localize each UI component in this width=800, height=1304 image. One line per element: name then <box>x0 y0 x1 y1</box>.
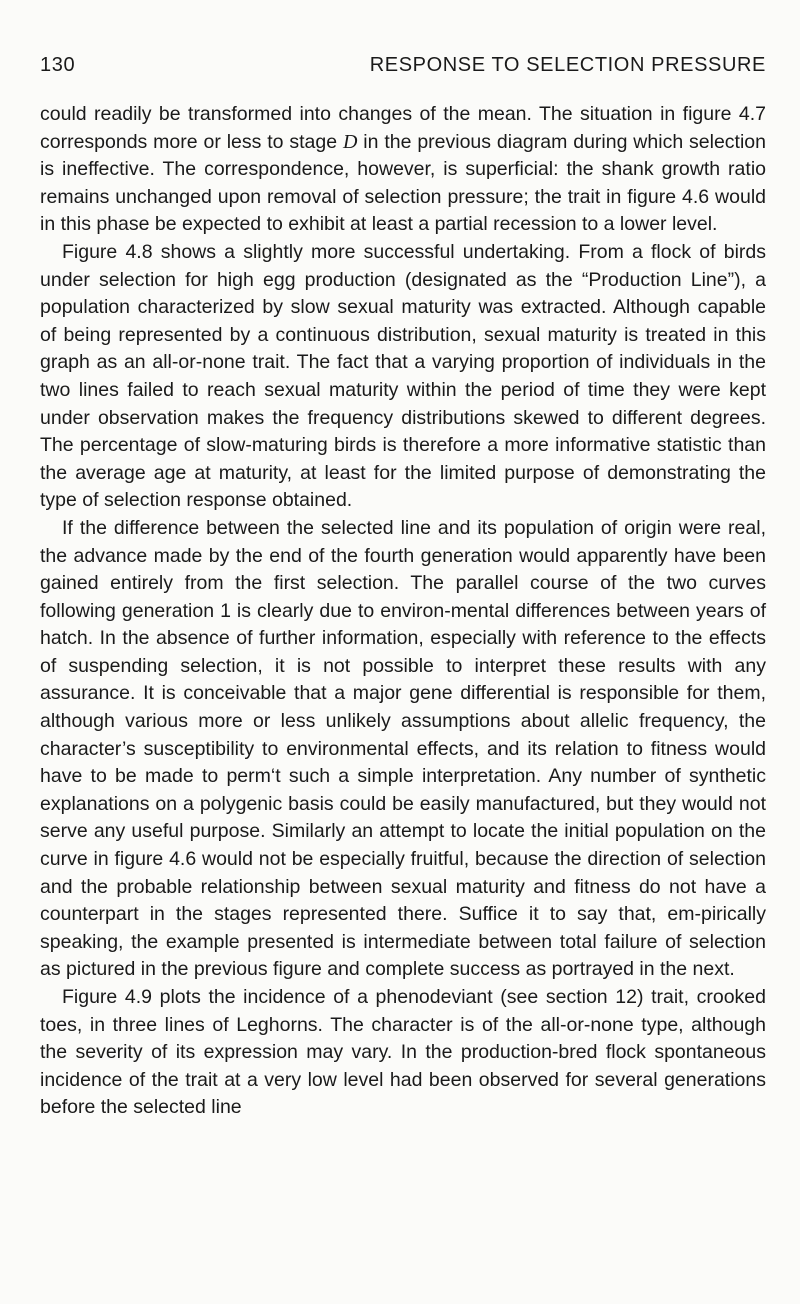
stage-label: D <box>342 130 358 153</box>
running-title: RESPONSE TO SELECTION PRESSURE <box>369 54 766 76</box>
body-text <box>40 101 766 1122</box>
paragraph-2: Figure 4.8 shows a slightly more successful undertaking. From a flock of birds under selection for high egg production (designated as the “Production Line”), a population characterized by slow sexual maturity was extracted. Although capable of being represented by a continuous distribution, sexual maturity is treated in this graph as an all-or-none trait. The fact that a varying proportion of individuals in the two lines failed to reach sexual maturity within the period of time they were kept under observation makes the frequency distributions skewed to different degrees. The percentage of slow-maturing birds is therefore a more informative statistic than the average age at maturity, at least for the limited purpose of demonstrating the type of selection response obtained. <box>40 240 766 512</box>
page-number: 130 <box>40 54 76 76</box>
paragraph-4: Figure 4.9 plots the incidence of a phenodeviant (see section 12) trait, crooked toes, in three lines of Leghorns. The character is of the all-or-none type, although the severity of its expression may vary. In the production-bred flock spontaneous incidence of the trait at a very low level had been observed for several generations before the selected line <box>40 986 766 1119</box>
paragraph-1-text-a: could readily be transformed into changes of the mean. The situation in figure 4.7 corresponds more or less to stage <box>40 103 766 153</box>
paragraph-1-text-b: in the previous diagram during which selection is ineffective. The correspondence, however, is superficial: the shank growth ratio remains unchanged upon removal of selection pressure; the trait in figure 4.6 would in this phase be expected to exhibit at least a partial recession to a lower level. <box>40 130 766 236</box>
paragraph-3: If the difference between the selected line and its population of origin were real, the advance made by the end of the fourth generation would apparently have been gained entirely from the first selection. The parallel course of the two curves following generation 1 is clearly due to environ-mental differences between years of hatch. In the absence of further information, especially with reference to the effects of suspending selection, it is not possible to interpret these results with any assurance. It is conceivable that a major gene differential is responsible for them, although various more or less unlikely assumptions about allelic frequency, the character’s susceptibility to environmental effects, and its relation to fitness would have to be made to perm‘t such a simple interpretation. Any number of synthetic explanations on a polygenic basis could be easily manufactured, but they would not serve any useful purpose. Similarly an attempt to locate the initial population on the curve in figure 4.6 would not be especially fruitful, because the direction of selection and the probable relationship between sexual maturity and fitness do not have a counterpart in the stages represented there. Suffice it to say that, em-pirically speaking, the example presented is intermediate between total failure of selection as pictured in the previous figure and complete success as portrayed in the next. <box>40 516 766 981</box>
book-page <box>40 54 766 1122</box>
running-header <box>40 54 766 77</box>
paragraph-1 <box>40 101 766 239</box>
